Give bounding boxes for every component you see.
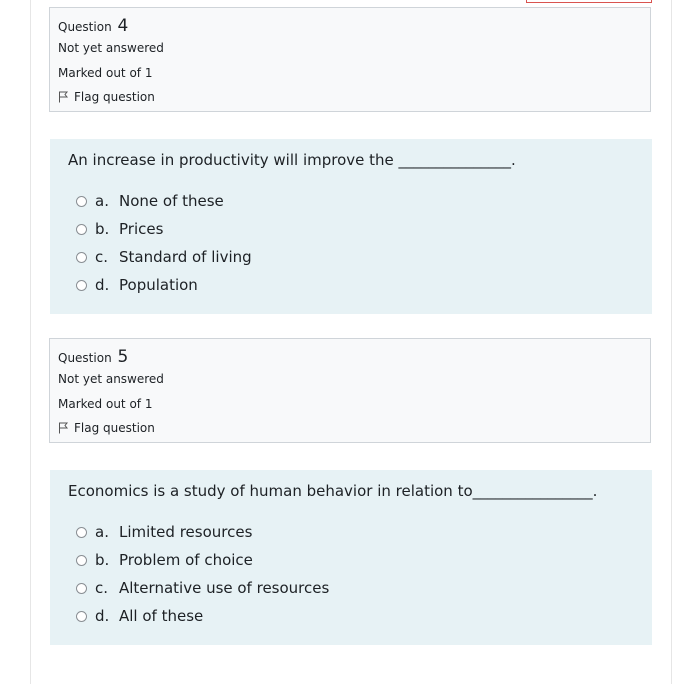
answer-letter: b. (95, 551, 110, 569)
answer-text: Limited resources (119, 523, 253, 541)
answer-text: Problem of choice (119, 551, 253, 569)
question-text: Economics is a study of human behavior in relation to________________. (68, 482, 598, 500)
radio-button[interactable] (76, 196, 87, 207)
answer-option-b[interactable] (76, 218, 163, 240)
question-5-content (50, 470, 652, 645)
radio-button[interactable] (76, 280, 87, 291)
question-state: Not yet answered (58, 372, 164, 386)
answer-letter: a. (95, 523, 109, 541)
question-5-info (49, 338, 651, 443)
radio-button[interactable] (76, 252, 87, 263)
answer-text: None of these (119, 192, 224, 210)
answer-text: Population (119, 276, 198, 294)
question-label: Question (58, 351, 112, 365)
answer-letter: c. (95, 248, 109, 266)
question-mark: Marked out of 1 (58, 66, 153, 80)
radio-button[interactable] (76, 611, 87, 622)
question-text: An increase in productivity will improve the _______________. (68, 151, 516, 169)
question-label: Question (58, 20, 112, 34)
answer-option-b[interactable] (76, 549, 253, 571)
answer-text: All of these (119, 607, 204, 625)
question-4-info (49, 7, 651, 112)
answer-letter: d. (95, 276, 110, 294)
flag-question-link[interactable] (58, 421, 155, 435)
radio-button[interactable] (76, 583, 87, 594)
question-number: 4 (117, 16, 129, 36)
flag-question-label: Flag question (74, 421, 155, 435)
flag-question-label: Flag question (74, 90, 155, 104)
answer-option-a[interactable] (76, 521, 252, 543)
answer-text: Alternative use of resources (119, 579, 330, 597)
answer-option-c[interactable] (76, 246, 252, 268)
question-state: Not yet answered (58, 41, 164, 55)
flag-question-link[interactable] (58, 90, 155, 104)
answer-letter: b. (95, 220, 110, 238)
top-button-edge (526, 0, 652, 3)
answer-text: Standard of living (119, 248, 252, 266)
answer-letter: c. (95, 579, 109, 597)
radio-button[interactable] (76, 555, 87, 566)
answer-text: Prices (119, 220, 164, 238)
answer-option-d[interactable] (76, 605, 203, 627)
answer-letter: d. (95, 607, 110, 625)
question-title (58, 347, 128, 367)
answer-option-c[interactable] (76, 577, 329, 599)
radio-button[interactable] (76, 527, 87, 538)
radio-button[interactable] (76, 224, 87, 235)
question-number: 5 (117, 347, 129, 367)
flag-icon (58, 422, 69, 434)
question-mark: Marked out of 1 (58, 397, 153, 411)
answer-option-a[interactable] (76, 190, 224, 212)
answer-letter: a. (95, 192, 109, 210)
question-title (58, 16, 128, 36)
question-4-content (50, 139, 652, 314)
flag-icon (58, 91, 69, 103)
answer-option-d[interactable] (76, 274, 198, 296)
